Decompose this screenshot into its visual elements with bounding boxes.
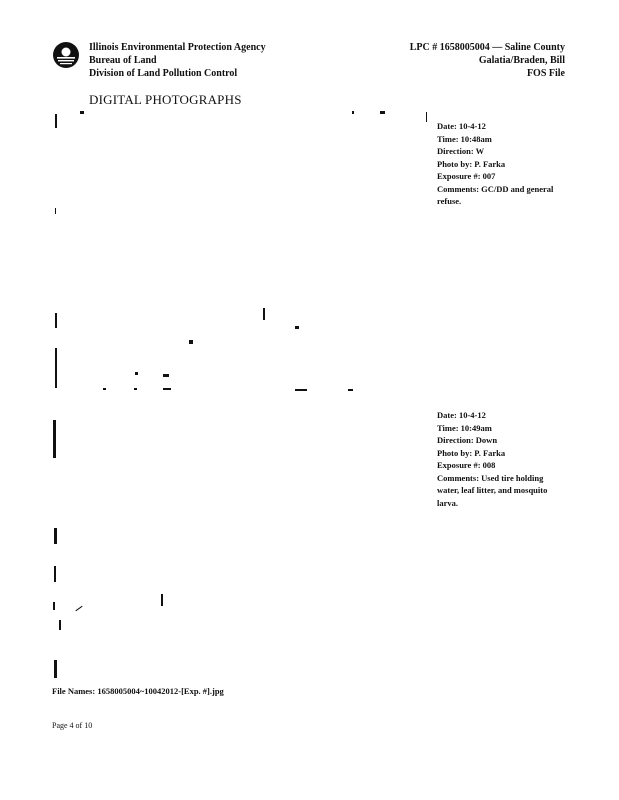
photo-1-date: Date: 10-4-12 [437,121,486,131]
photo-2-exposure: Exposure #: 008 [437,460,496,470]
agency-name: Illinois Environmental Protection Agency [89,42,266,53]
site-info-block [410,41,565,80]
lpc-number: LPC # 1658005004 — Saline County [409,42,565,53]
photo-1-metadata [437,120,557,208]
agency-block [89,41,266,80]
photo-1-time: Time: 10:48am [437,133,492,144]
photo-2-date: Date: 10-4-12 [437,410,486,420]
photo-2-metadata [437,409,557,509]
photo-2-comments: Comments: Used tire holding water, leaf litter, and mosquito larva. [437,472,548,508]
section-title: DIGITAL PHOTOGRAPHS [89,92,242,107]
illinois-epa-logo [52,41,80,69]
photo-1-photographer: Photo by: P. Farka [437,158,506,169]
photo-1 [55,108,415,394]
division-name: Division of Land Pollution Control [89,68,238,79]
page-number: Page 4 of 10 [52,721,93,730]
file-names-note: File Names: 1658005004~10042012-[Exp. #].jpg [52,686,224,696]
file-type: FOS File [526,68,565,79]
photo-2-time: Time: 10:49am [437,422,492,433]
photo-1-direction: Direction: W [437,146,485,156]
photo-2-photographer: Photo by: P. Farka [437,447,506,458]
bureau-name: Bureau of Land [89,55,157,66]
site-name: Galatia/Braden, Bill [478,55,565,66]
photo-2-direction: Direction: Down [437,435,498,445]
photo-2 [55,398,415,686]
photo-1-edge-mark [426,112,427,122]
photo-1-comments: Comments: GC/DD and general refuse. [437,183,554,206]
photo-1-exposure: Exposure #: 007 [437,171,496,181]
